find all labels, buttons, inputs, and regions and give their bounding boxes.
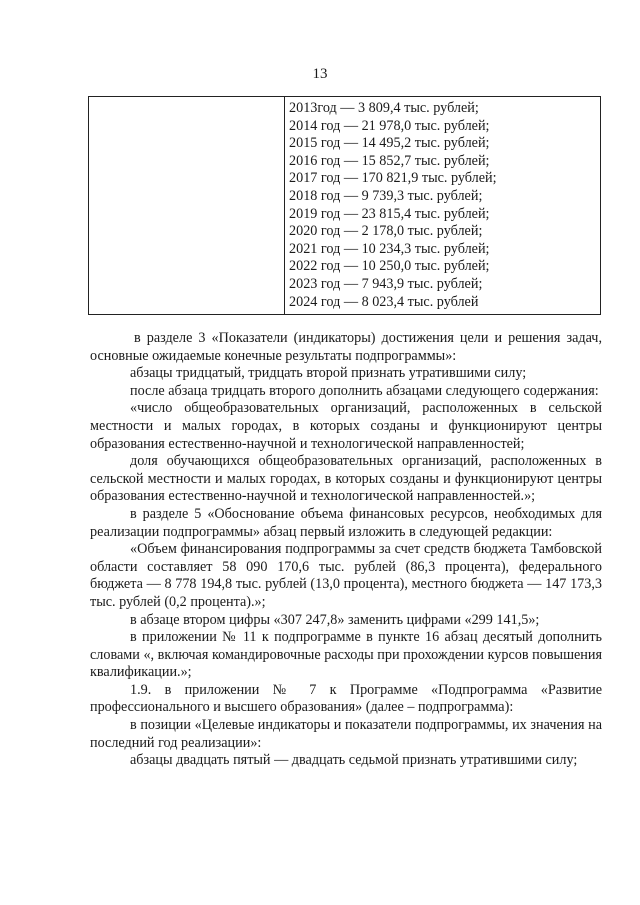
funding-table — [88, 96, 601, 315]
page-number: 13 — [312, 66, 328, 82]
funding-year-row: 2019 год — 23 815,4 тыс. рублей; — [289, 205, 490, 222]
funding-year-row: 2018 год — 9 739,3 тыс. рублей; — [289, 187, 483, 204]
table-column-divider — [284, 97, 285, 314]
funding-year-row: 2024 год — 8 023,4 тыс. рублей — [289, 293, 479, 310]
funding-year-row: 2023 год — 7 943,9 тыс. рублей; — [289, 275, 483, 292]
funding-year-row: 2015 год — 14 495,2 тыс. рублей; — [289, 135, 490, 152]
paragraph: в разделе 3 «Показатели (индикаторы) достижения цели и решения задач, основные ожидаемые конечные результаты подпрограммы»: — [90, 330, 602, 364]
paragraph: абзацы двадцать пятый — двадцать седьмой признать утратившими силу; — [130, 752, 578, 769]
paragraph: «число общеобразовательных организаций, расположенных в сельской местности и малых городах, в которых созданы и функционируют центры образования естественно-научной и технологической направленностей; — [90, 400, 602, 452]
paragraph: абзацы тридцатый, тридцать второй признать утратившими силу; — [130, 365, 527, 382]
funding-year-row: 2022 год — 10 250,0 тыс. рублей; — [289, 258, 490, 275]
funding-by-year-list — [289, 100, 596, 311]
funding-year-row: 2016 год — 15 852,7 тыс. рублей; — [289, 152, 490, 169]
funding-year-row: 2021 год — 10 234,3 тыс. рублей; — [289, 240, 490, 257]
funding-year-row: 2017 год — 170 821,9 тыс. рублей; — [289, 170, 497, 187]
paragraph: 1.9. в приложении № 7 к Программе «Подпрограмма «Развитие профессионального и высшего образования» (далее – подпрограмма): — [90, 681, 602, 716]
paragraph: в приложении № 11 к подпрограмме в пункте 16 абзац десятый дополнить словами «, включая командировочные расходы при прохождении курсов повышения квалификации.»; — [90, 629, 602, 681]
document-body — [90, 330, 602, 770]
funding-year-row: 2014 год — 21 978,0 тыс. рублей; — [289, 117, 490, 134]
paragraph: после абзаца тридцать второго дополнить абзацами следующего содержания: — [130, 382, 599, 399]
paragraph: в абзаце втором цифры «307 247,8» заменить цифрами «299 141,5»; — [130, 611, 540, 628]
paragraph: в позиции «Целевые индикаторы и показатели подпрограммы, их значения на последний год реализации»: — [90, 717, 602, 751]
paragraph: «Объем финансирования подпрограммы за счет средств бюджета Тамбовской области составляет 58 090 170,6 тыс. рублей (86,3 процента), федерального бюджета — 8 778 194,8 тыс. рублей (13,0 процента), местного бюджета — 147 173,3 тыс. рублей (0,2 процента).»; — [90, 541, 602, 610]
paragraph: доля обучающихся общеобразовательных организаций, расположенных в сельской местности и малых городах, в которых созданы и функционируют центры образования естественно-научной и технологической направленностей.»; — [90, 453, 602, 505]
funding-year-row: 2020 год — 2 178,0 тыс. рублей; — [289, 223, 483, 240]
funding-year-row: 2013год — 3 809,4 тыс. рублей; — [289, 100, 479, 116]
paragraph: в разделе 5 «Обоснование объема финансовых ресурсов, необходимых для реализации подпрограммы» абзац первый изложить в следующей редакции: — [90, 505, 602, 540]
